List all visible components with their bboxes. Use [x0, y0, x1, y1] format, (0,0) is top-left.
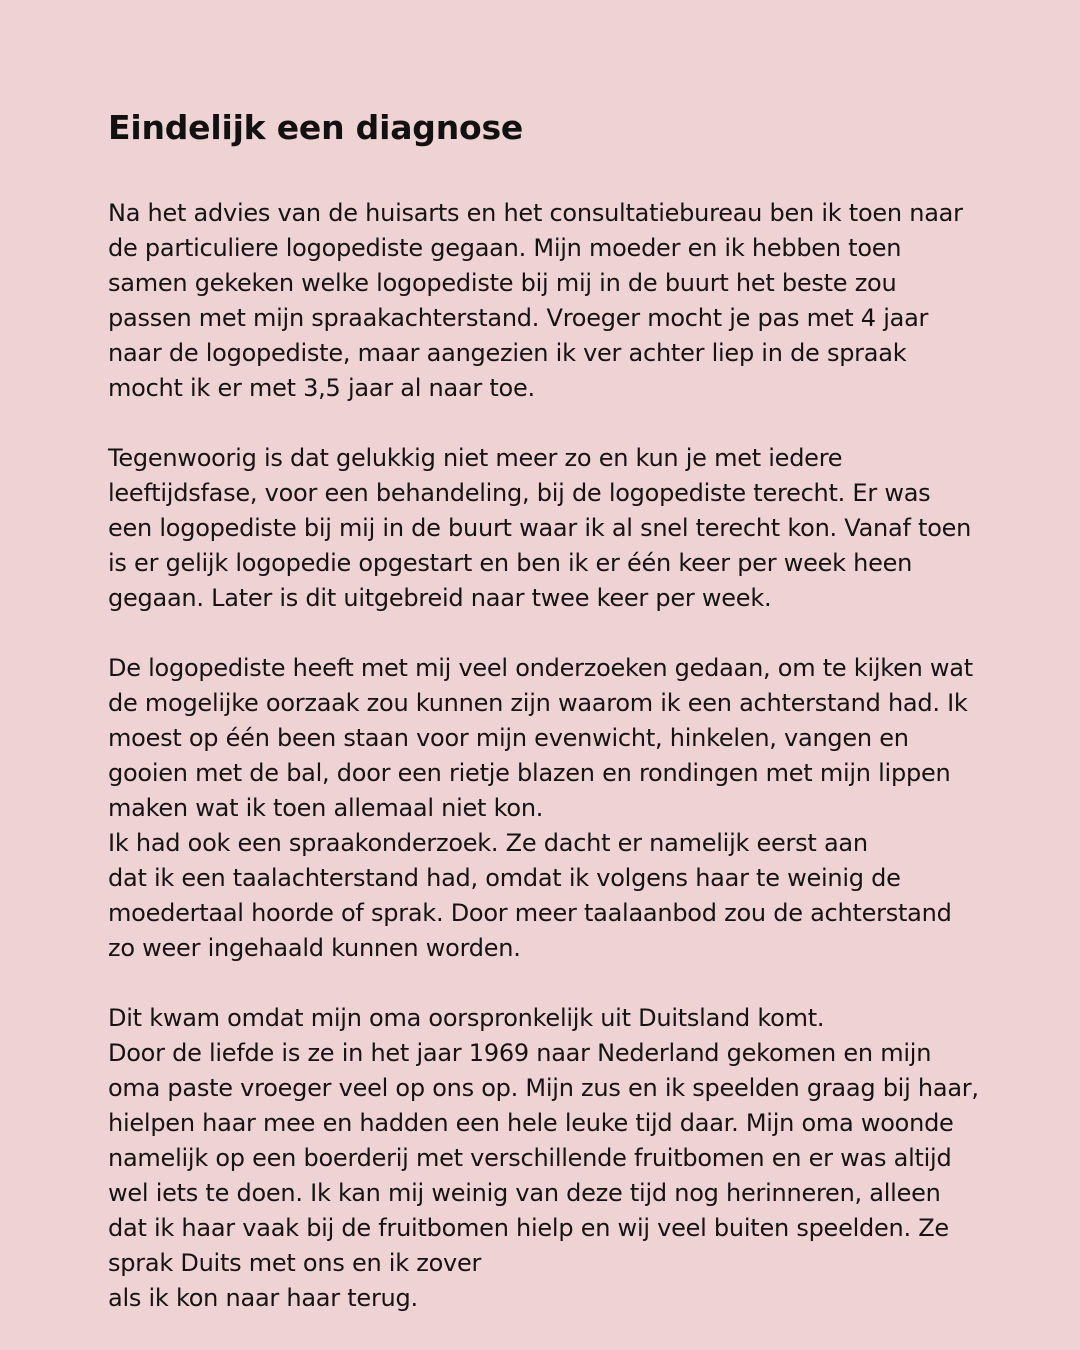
text-line: Dit kwam omdat mijn oma oorspronkelijk uit Duitsland komt.	[108, 1004, 825, 1032]
text-line: namelijk op een boerderij met verschillende fruitbomen en er was altijd	[108, 1144, 952, 1172]
document-body	[108, 196, 988, 1316]
text-line: samen gekeken welke logopediste bij mij in de buurt het beste zou	[108, 269, 897, 297]
text-line: leeftijdsfase, voor een behandeling, bij de logopediste terecht. Er was	[108, 479, 931, 507]
text-line: mocht ik er met 3,5 jaar al naar toe.	[108, 374, 535, 402]
text-line: Door de liefde is ze in het jaar 1969 naar Nederland gekomen en mijn	[108, 1039, 932, 1067]
text-line: Ik had ook een spraakonderzoek. Ze dacht er namelijk eerst aan	[108, 829, 868, 857]
text-line: moedertaal hoorde of sprak. Door meer taalaanbod zou de achterstand	[108, 899, 952, 927]
text-line: hielpen haar mee en hadden een hele leuke tijd daar. Mijn oma woonde	[108, 1109, 954, 1137]
text-line: Na het advies van de huisarts en het consultatiebureau ben ik toen naar	[108, 199, 963, 227]
text-line: gooien met de bal, door een rietje blazen en rondingen met mijn lippen	[108, 759, 951, 787]
paragraph-gap	[108, 616, 988, 651]
text-line: zo weer ingehaald kunnen worden.	[108, 934, 521, 962]
text-line: maken wat ik toen allemaal niet kon.	[108, 794, 544, 822]
text-line: wel iets te doen. Ik kan mij weinig van deze tijd nog herinneren, alleen	[108, 1179, 941, 1207]
document-page	[108, 106, 988, 1316]
text-line: een logopediste bij mij in de buurt waar ik al snel terecht kon. Vanaf toen	[108, 514, 972, 542]
paragraph-1	[108, 196, 988, 406]
text-line: De logopediste heeft met mij veel onderzoeken gedaan, om te kijken wat	[108, 654, 973, 682]
text-line: moest op één been staan voor mijn evenwicht, hinkelen, vangen en	[108, 724, 909, 752]
paragraph-gap	[108, 966, 988, 1001]
paragraph-gap	[108, 406, 988, 441]
text-line: de particuliere logopediste gegaan. Mijn moeder en ik hebben toen	[108, 234, 902, 262]
text-line: dat ik haar vaak bij de fruitbomen hielp en wij veel buiten speelden. Ze	[108, 1214, 949, 1242]
paragraph-2	[108, 441, 988, 616]
text-line: dat ik een taalachterstand had, omdat ik volgens haar te weinig de	[108, 864, 901, 892]
text-line: passen met mijn spraakachterstand. Vroeger mocht je pas met 4 jaar	[108, 304, 929, 332]
page-title: Eindelijk een diagnose	[108, 108, 524, 147]
text-line: is er gelijk logopedie opgestart en ben ik er één keer per week heen	[108, 549, 913, 577]
text-line: Tegenwoorig is dat gelukkig niet meer zo en kun je met iedere	[108, 444, 843, 472]
text-line: gegaan. Later is dit uitgebreid naar twee keer per week.	[108, 584, 772, 612]
text-line: de mogelijke oorzaak zou kunnen zijn waarom ik een achterstand had. Ik	[108, 689, 968, 717]
text-line: als ik kon naar haar terug.	[108, 1284, 418, 1312]
text-line: oma paste vroeger veel op ons op. Mijn zus en ik speelden graag bij haar,	[108, 1074, 979, 1102]
paragraph-4	[108, 1001, 988, 1316]
text-line: sprak Duits met ons en ik zover	[108, 1249, 482, 1277]
paragraph-3	[108, 651, 988, 966]
text-line: naar de logopediste, maar aangezien ik ver achter liep in de spraak	[108, 339, 907, 367]
